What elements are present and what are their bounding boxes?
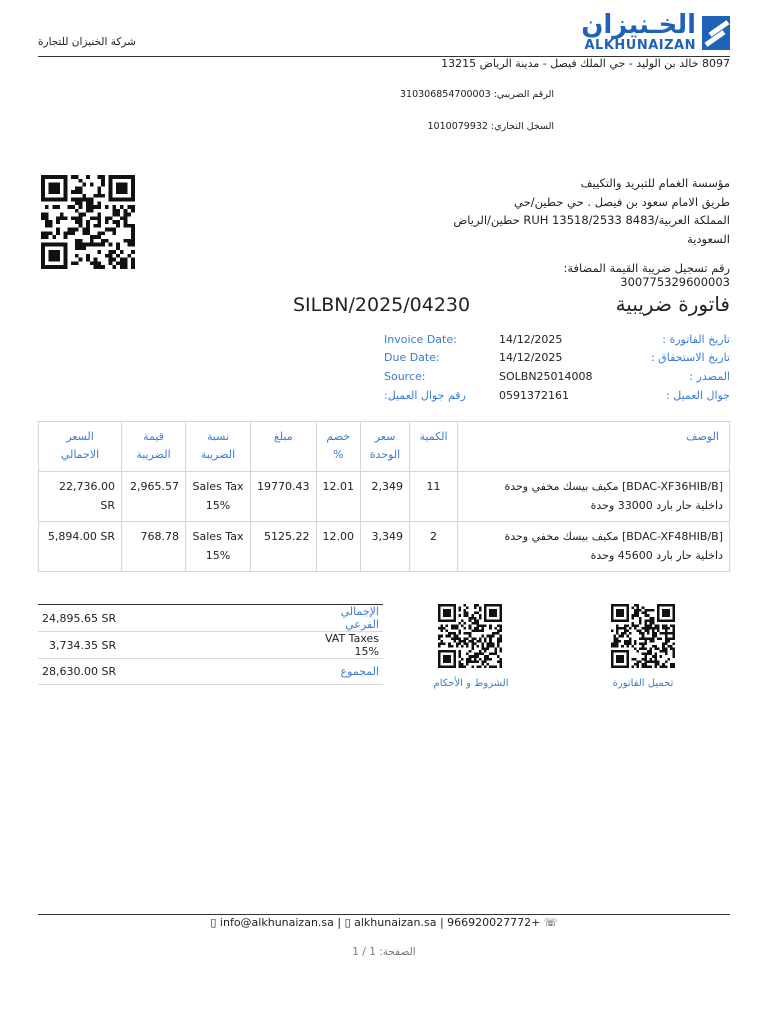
logo-english-text: ALKHUNAIZAN <box>584 38 696 53</box>
totals-table <box>38 605 383 685</box>
company-name: شركة الخنيزان للتجارة <box>38 36 136 48</box>
cell-tax-value: 2,965.57 <box>122 472 186 522</box>
subtotal-value: 24,895.65 SR <box>38 605 302 632</box>
cell-qty: 2 <box>410 522 458 572</box>
meta-label-en: Invoice Date: <box>384 333 457 346</box>
cell-unit-price: 3,349 <box>361 522 410 572</box>
meta-row-customer-mobile <box>384 389 730 407</box>
customer-vat-value: 300775329600003 <box>620 275 730 289</box>
meta-value: SOLBN25014008 <box>499 370 593 383</box>
totals-row-subtotal <box>38 605 383 632</box>
meta-row-invoice-date <box>384 333 730 351</box>
invoice-items-table <box>38 421 730 572</box>
page-number: الصفحة: 1 / 1 <box>352 946 416 958</box>
col-header-discount: خصم % <box>316 422 361 472</box>
company-commercial-register: السجل التجاري: 1010079932 <box>427 121 554 132</box>
cell-amount: 5125.22 <box>251 522 317 572</box>
col-header-tax-value: قيمة الضريبة <box>122 422 186 472</box>
invoice-title: فاتورة ضريبية <box>615 292 730 316</box>
cell-total: 22,736.00 SR <box>39 472 122 522</box>
table-header-row <box>39 422 730 472</box>
meta-label-en: رقم جوال العميل: <box>384 389 466 402</box>
cell-tax-value: 768.78 <box>122 522 186 572</box>
table-row <box>39 522 730 572</box>
invoice-number: SILBN/2025/04230 <box>293 294 471 316</box>
meta-label-ar: جوال العميل : <box>666 389 730 402</box>
customer-vat-label: رقم تسجيل ضريبة القيمة المضافة: <box>563 261 730 275</box>
customer-block <box>410 174 730 248</box>
cell-discount: 12.01 <box>316 472 361 522</box>
meta-label-ar: المصدر : <box>689 370 730 383</box>
totals-row-total <box>38 659 383 685</box>
grand-total-value: 28,630.00 SR <box>38 659 302 685</box>
logo-arabic-text: الخـنيزان <box>581 10 696 40</box>
meta-label-en: Due Date: <box>384 351 440 364</box>
cell-total: 5,894.00 SR <box>39 522 122 572</box>
logo-mark-icon <box>702 16 730 50</box>
col-header-description: الوصف <box>458 422 730 472</box>
meta-value: 14/12/2025 <box>499 333 563 346</box>
company-address: 8097 خالد بن الوليد - حي الملك فيصل - مدينة الرياض 13215 <box>441 57 730 70</box>
table-row <box>39 472 730 522</box>
terms-qr-code-icon[interactable] <box>437 604 503 668</box>
col-header-total: السعر الاجمالي <box>39 422 122 472</box>
invoice-qr-code-icon <box>38 175 138 269</box>
customer-address-line3: السعودية <box>687 231 730 246</box>
download-invoice-link[interactable]: تحميل الفاتورة <box>612 678 674 689</box>
totals-row-vat <box>38 632 383 659</box>
meta-row-due-date <box>384 351 730 369</box>
grand-total-label: المجموع <box>302 659 383 685</box>
company-tax-number: الرقم الضريبي: 310306854700003 <box>400 89 554 100</box>
cell-tax-rate: Sales Tax 15% <box>186 522 251 572</box>
customer-name: مؤسسة الغمام للتبريد والتكييف <box>580 176 730 190</box>
download-qr-code-icon[interactable] <box>610 604 676 668</box>
terms-qr-block[interactable] <box>437 604 505 671</box>
cell-tax-rate: Sales Tax 15% <box>186 472 251 522</box>
col-header-tax-rate: نسبة الضريبة <box>186 422 251 472</box>
subtotal-label: الإجمالي الفرعي <box>302 605 383 632</box>
terms-link[interactable]: الشروط و الأحكام <box>433 678 509 689</box>
footer-contact: ▯ info@alkhunaizan.sa | ▯ alkhunaizan.sa | 966920027772+ ☏ <box>210 916 558 929</box>
meta-label-ar: تاريخ الفاتورة : <box>662 333 730 346</box>
footer-divider <box>38 914 730 915</box>
meta-value: 14/12/2025 <box>499 351 563 364</box>
col-header-qty: الكمية <box>410 422 458 472</box>
meta-label-ar: تاريخ الاستحقاق : <box>650 351 730 364</box>
cell-description: [BDAC-XF36HIB/B] مكيف بيسك مخفي وحدة داخلية حار بارد 33000 وحدة <box>458 472 730 522</box>
vat-label: VAT Taxes 15% <box>302 632 383 659</box>
col-header-unit-price: سعر الوحدة <box>361 422 410 472</box>
cell-unit-price: 2,349 <box>361 472 410 522</box>
meta-row-source <box>384 370 730 388</box>
download-qr-block[interactable] <box>610 604 678 671</box>
customer-address-line2: المملكة العربية/8483 RUH 13518/2533 حطين/الرياض <box>453 213 730 227</box>
col-header-amount: مبلغ <box>251 422 317 472</box>
cell-discount: 12.00 <box>316 522 361 572</box>
cell-amount: 19770.43 <box>251 472 317 522</box>
customer-address-line1: طريق الامام سعود بن فيصل . حي حطين/حي <box>514 194 730 209</box>
cell-description: [BDAC-XF48HIB/B] مكيف بيسك مخفي وحدة داخلية حار بارد 45600 وحدة <box>458 522 730 572</box>
vat-value: 3,734.35 SR <box>38 632 302 659</box>
meta-value: 0591372161 <box>499 389 569 402</box>
meta-label-en: Source: <box>384 370 426 383</box>
cell-qty: 11 <box>410 472 458 522</box>
company-logo <box>530 10 730 56</box>
